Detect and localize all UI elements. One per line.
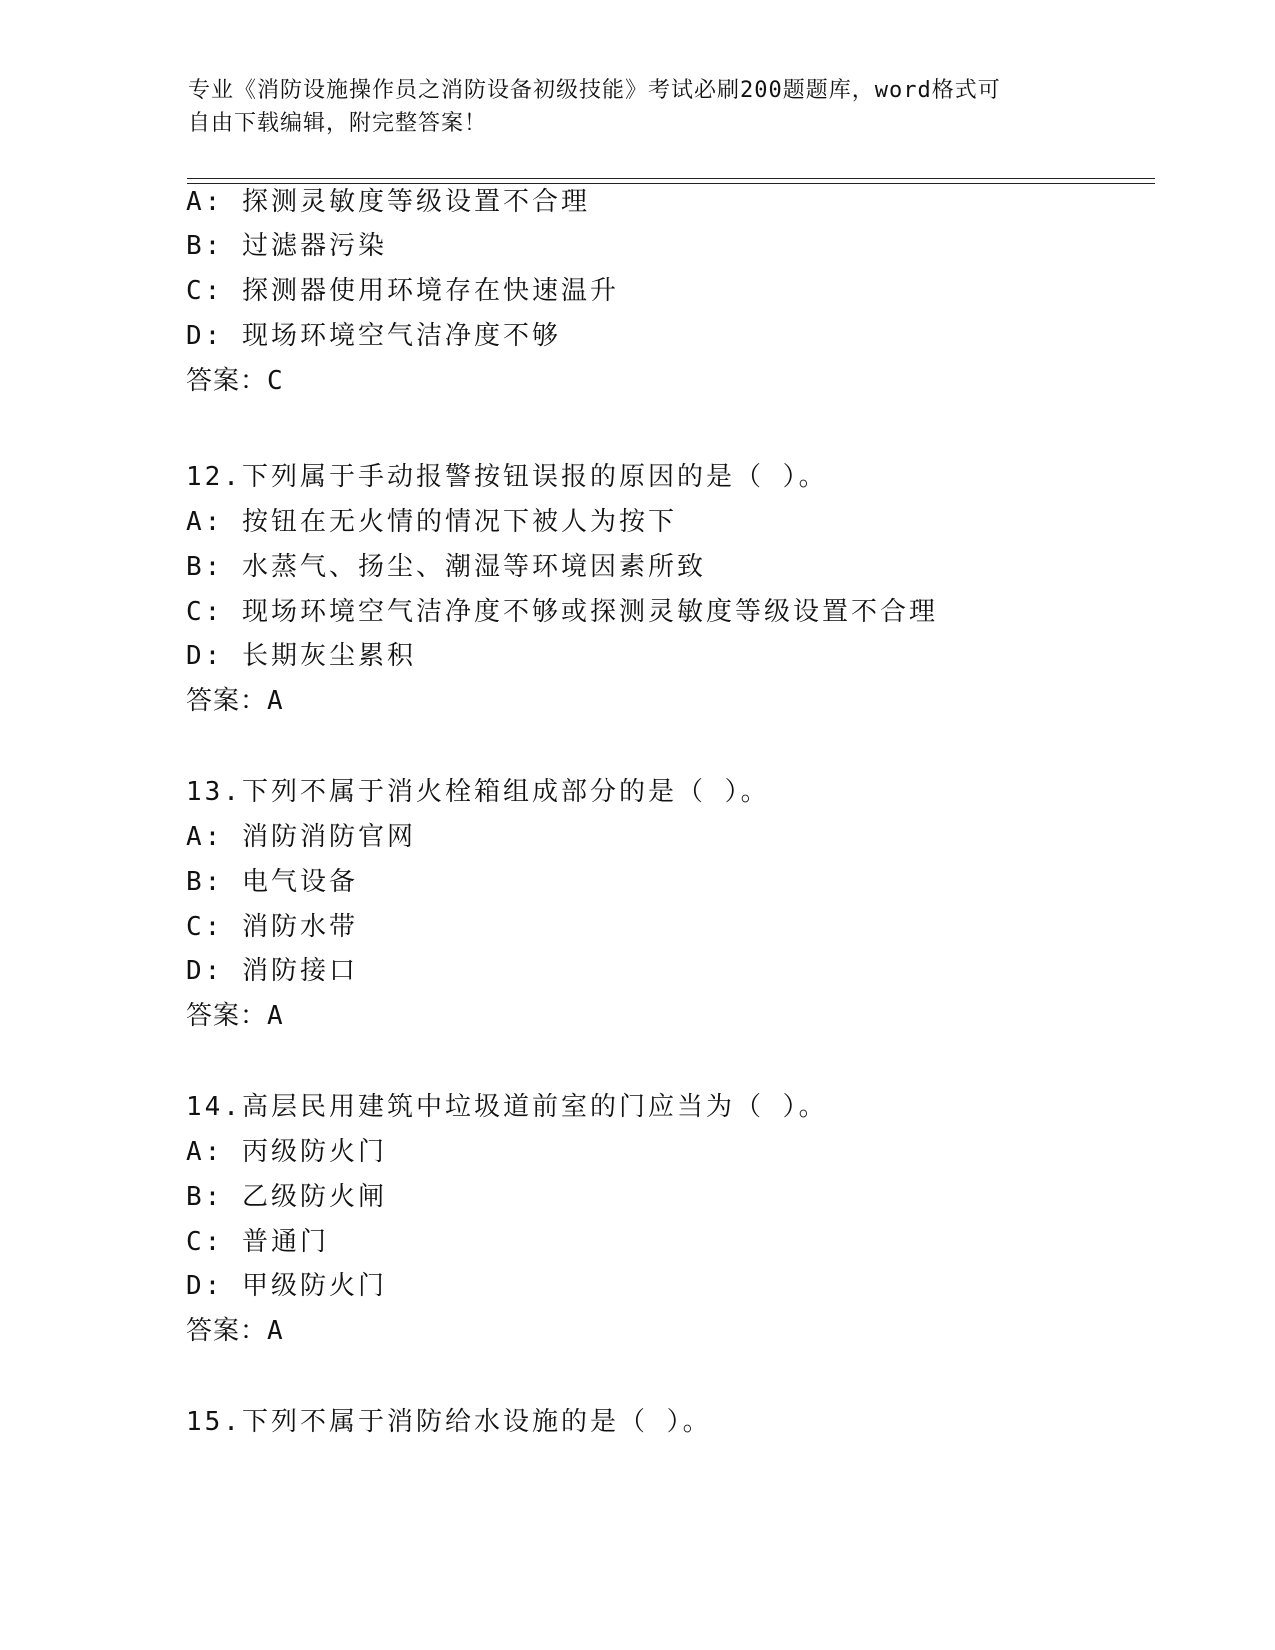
option-a: A: 丙级防火门 (186, 1137, 387, 1167)
option-c: C: 消防水带 (186, 912, 358, 942)
option-c: C: 探测器使用环境存在快速温升 (186, 276, 619, 306)
option-a: A: 按钮在无火情的情况下被人为按下 (186, 507, 677, 537)
option-b: B: 电气设备 (186, 867, 358, 897)
question-stem: 13.下列不属于消火栓箱组成部分的是（ ）。 (186, 777, 770, 807)
header-divider-bottom (187, 183, 1155, 184)
answer: 答案：A (186, 686, 284, 716)
document-header (188, 74, 1088, 140)
answer: 答案：C (186, 366, 284, 396)
option-b: B: 乙级防火闸 (186, 1182, 387, 1212)
header-line-1: 专业《消防设施操作员之消防设备初级技能》考试必刷200题题库，word格式可 (188, 78, 1001, 103)
option-b: B: 水蒸气、扬尘、潮湿等环境因素所致 (186, 552, 706, 582)
option-d: D: 现场环境空气洁净度不够 (186, 321, 561, 351)
question-stem: 12.下列属于手动报警按钮误报的原因的是（ ）。 (186, 462, 828, 492)
answer: 答案：A (186, 1001, 284, 1031)
question-stem: 15.下列不属于消防给水设施的是（ ）。 (186, 1407, 712, 1437)
header-line-2: 自由下载编辑，附完整答案！ (188, 111, 488, 136)
answer: 答案：A (186, 1316, 284, 1346)
option-a: A: 探测灵敏度等级设置不合理 (186, 187, 590, 217)
option-c: C: 普通门 (186, 1227, 329, 1257)
question-stem: 14.高层民用建筑中垃圾道前室的门应当为（ ）。 (186, 1092, 828, 1122)
option-d: D: 甲级防火门 (186, 1271, 387, 1301)
option-d: D: 长期灰尘累积 (186, 641, 416, 671)
option-d: D: 消防接口 (186, 956, 358, 986)
option-a: A: 消防消防官网 (186, 822, 416, 852)
header-divider-top (187, 178, 1155, 179)
option-b: B: 过滤器污染 (186, 231, 387, 261)
option-c: C: 现场环境空气洁净度不够或探测灵敏度等级设置不合理 (186, 597, 938, 627)
